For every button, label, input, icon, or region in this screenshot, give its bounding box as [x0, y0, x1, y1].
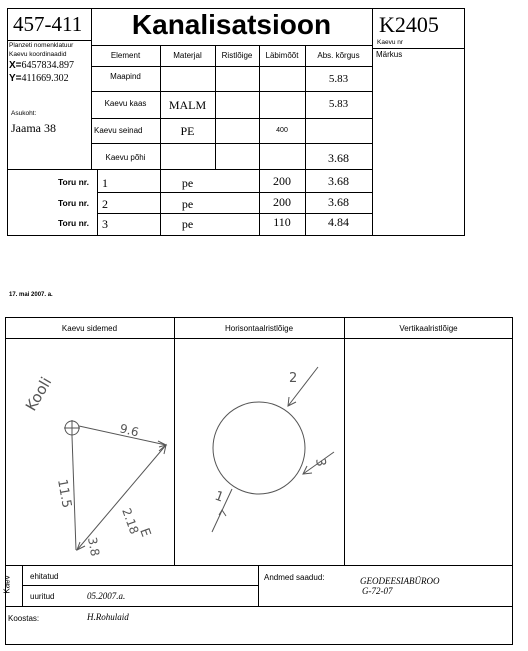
sketch-mark-e: E — [136, 526, 154, 540]
pipe-label: Toru nr. — [58, 218, 90, 228]
col-header-cross: Ristlõige — [221, 51, 253, 60]
org-name: GEODEESIABÜROO — [360, 576, 440, 586]
pipe-diameter: 200 — [273, 174, 291, 188]
remark-label: Märkus — [376, 50, 403, 59]
x-coordinate: X=6457834.897 — [9, 60, 75, 71]
data-source-label: Andmed saadud: — [264, 573, 325, 582]
row-height: 5.83 — [328, 98, 349, 110]
pipe-height: 3.68 — [328, 174, 349, 188]
section-vertical: Vertikaalristlõige — [399, 324, 458, 333]
dim-line-left — [72, 436, 76, 550]
sketch-dist-left: 11.5 — [54, 478, 74, 510]
sketch-street: Kooli — [21, 374, 56, 414]
col-header-element: Element — [110, 51, 141, 60]
sketch-pipe-1: 1 — [212, 488, 226, 506]
well-id: K2405 — [379, 12, 439, 37]
sketch-dist-bottom: 3.8 — [85, 536, 103, 558]
row-material: PE — [180, 124, 195, 138]
date-stamp: 17. mai 2007. a. — [9, 292, 53, 298]
well-section-circle — [213, 402, 305, 494]
nomenclature-label: Planzeti nomenklatuur — [9, 42, 74, 49]
well-nr-label: Kaevu nr — [377, 39, 404, 46]
section-sidemed: Kaevu sidemed — [61, 324, 118, 333]
coords-label: Kaevu koordinaadid — [9, 51, 67, 58]
sketch-dist-diag: 2.18 — [119, 506, 142, 537]
pipe-nr: 1 — [102, 176, 108, 190]
sketch-pipe-2: 2 — [289, 371, 298, 386]
row-element: Kaevu kaas — [104, 99, 147, 108]
pipe-nr: 2 — [102, 197, 108, 211]
pipe-diameter: 200 — [273, 195, 291, 209]
section-horizontal: Horisontaalristlõige — [224, 324, 294, 333]
row-element: Maapind — [110, 72, 141, 81]
kaev-label: Kaev — [2, 575, 12, 594]
pipe-label: Toru nr. — [58, 198, 90, 208]
row-diameter: 400 — [276, 127, 288, 134]
row-height: 3.68 — [328, 151, 349, 165]
surveyed-value: 05.2007.a. — [87, 591, 126, 601]
pipe-diameter: 110 — [273, 215, 291, 229]
pipe-material: pe — [181, 176, 194, 190]
pipe-height: 3.68 — [328, 195, 349, 209]
col-header-diameter: Läbimõõt — [265, 51, 299, 60]
pipe-material: pe — [181, 217, 194, 231]
sketch-dist-top: 9.6 — [118, 421, 141, 440]
col-header-material: Materjal — [173, 51, 202, 60]
dim-line-diag — [77, 445, 166, 550]
compiled-label: Koostas: — [8, 614, 40, 623]
built-label: ehitatud — [30, 572, 59, 581]
row-element: Kaevu põhi — [105, 153, 146, 162]
page-title: Kanalisatsioon — [131, 9, 332, 40]
pipe-label: Toru nr. — [58, 177, 90, 187]
org-code: G-72-07 — [362, 586, 393, 596]
location-value: Jaama 38 — [11, 121, 56, 135]
compiled-value: H.Rohulaid — [87, 612, 129, 622]
pipe-nr: 3 — [102, 217, 108, 231]
pipe-height: 4.84 — [328, 215, 349, 229]
pipe-material: pe — [181, 197, 194, 211]
row-height: 5.83 — [328, 73, 349, 85]
location-label: Asukoht: — [11, 110, 37, 117]
sketch-pipe-3: 3 — [312, 457, 329, 468]
col-header-height: Abs. kõrgus — [317, 51, 360, 60]
nomenclature-number: 457-411 — [13, 12, 83, 36]
y-coordinate: Y=411669.302 — [9, 73, 69, 84]
row-material: MALM — [168, 98, 207, 112]
row-element: Kaevu seinad — [94, 126, 143, 135]
surveyed-label: uuritud — [30, 592, 55, 601]
